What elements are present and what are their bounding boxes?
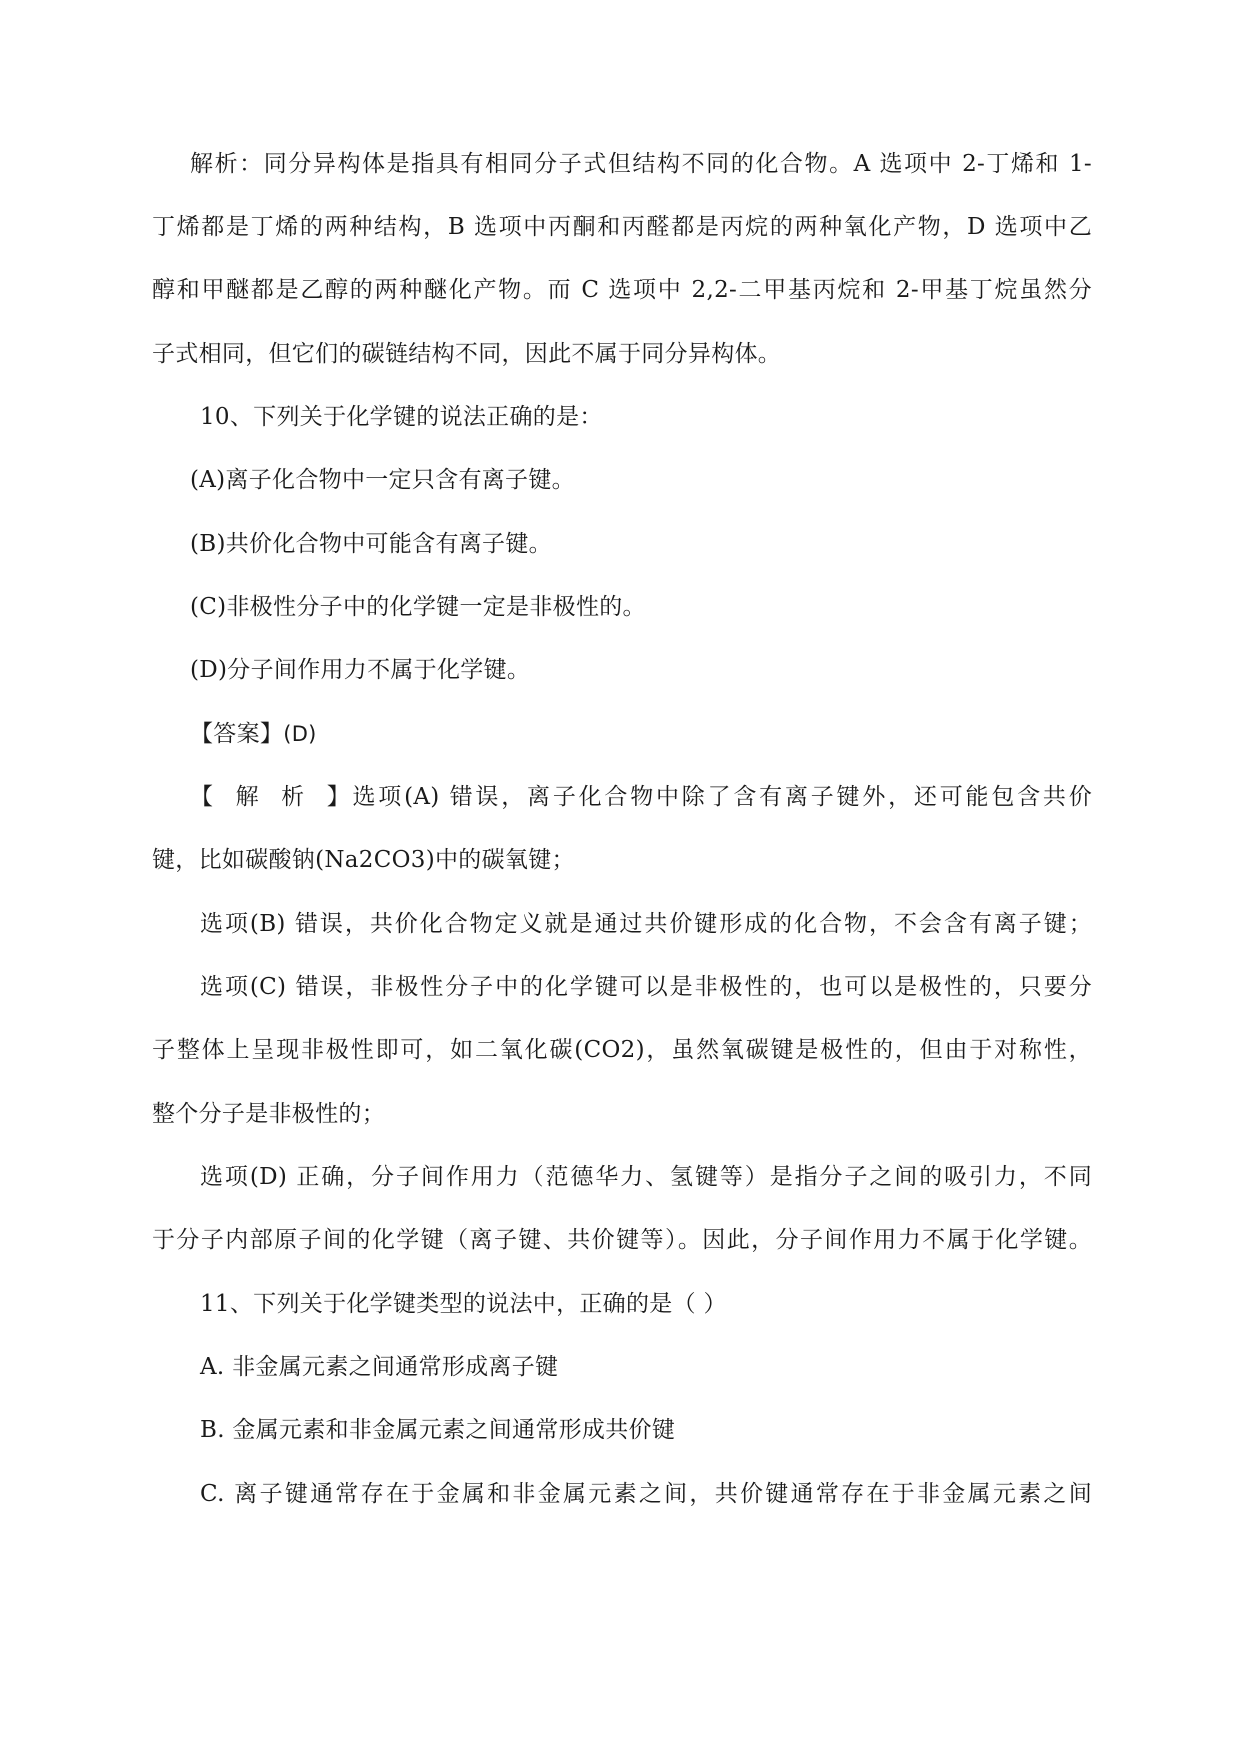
q10-analysis-a-line-1	[190, 777, 1092, 817]
q11-stem: 11、下列关于化学键类型的说法中，正确的是（ ）	[200, 1291, 727, 1317]
q10-analysis-b: 选项(B) 错误，共价化合物定义就是通过共价键形成的化合物，不会含有离子键；	[200, 911, 1092, 937]
q11-option-b: B. 金属元素和非金属元素之间通常形成共价键	[200, 1417, 676, 1443]
answer-label: 【答案】	[190, 721, 284, 747]
q10-analysis-c-line-3: 整个分子是非极性的；	[152, 1101, 385, 1127]
q10-analysis-d-line-1: 选项(D) 正确，分子间作用力（范德华力、氢键等）是指分子之间的吸引力，不同	[200, 1164, 1092, 1190]
q9-explanation-line-1: 解析：同分异构体是指具有相同分子式但结构不同的化合物。A 选项中 2-丁烯和 1-	[190, 151, 1092, 177]
q10-analysis-d-line-2: 于分子内部原子间的化学键（离子键、共价键等）。因此，分子间作用力不属于化学键。	[152, 1227, 1092, 1253]
q10-option-d: (D)分子间作用力不属于化学键。	[190, 657, 531, 683]
q10-analysis-a-line-2: 键，比如碳酸钠(Na2CO3)中的碳氧键；	[152, 847, 575, 873]
q10-option-b: (B)共价化合物中可能含有离子键。	[190, 531, 552, 557]
q10-answer	[190, 714, 1092, 754]
answer-value: (D)	[283, 722, 317, 746]
q10-analysis-c-line-2: 子整体上呈现非极性即可，如二氧化碳(CO2)，虽然氧碳键是极性的，但由于对称性，	[152, 1037, 1092, 1063]
q9-explanation-line-2: 丁烯都是丁烯的两种结构，B 选项中丙酮和丙醛都是丙烷的两种氧化产物，D 选项中乙	[152, 214, 1092, 240]
q10-analysis-c-line-1: 选项(C) 错误，非极性分子中的化学键可以是非极性的，也可以是极性的，只要分	[200, 974, 1092, 1000]
q9-explanation-line-3: 醇和甲醚都是乙醇的两种醚化产物。而 C 选项中 2,2-二甲基丙烷和 2-甲基丁烷虽然分	[152, 277, 1092, 303]
q9-explanation-line-4: 子式相同，但它们的碳链结构不同，因此不属于同分异构体。	[152, 341, 782, 367]
analysis-label: 【解析】	[190, 784, 350, 810]
analysis-a-text: 选项(A) 错误，离子化合物中除了含有离子键外，还可能包含共价	[350, 784, 1092, 810]
q11-option-a: A. 非金属元素之间通常形成离子键	[200, 1354, 559, 1380]
q10-stem: 10、下列关于化学键的说法正确的是：	[200, 404, 603, 430]
q11-option-c: C. 离子键通常存在于金属和非金属元素之间，共价键通常存在于非金属元素之间	[200, 1481, 1092, 1507]
q10-option-a: (A)离子化合物中一定只含有离子键。	[190, 467, 575, 493]
q10-option-c: (C)非极性分子中的化学键一定是非极性的。	[190, 594, 646, 620]
